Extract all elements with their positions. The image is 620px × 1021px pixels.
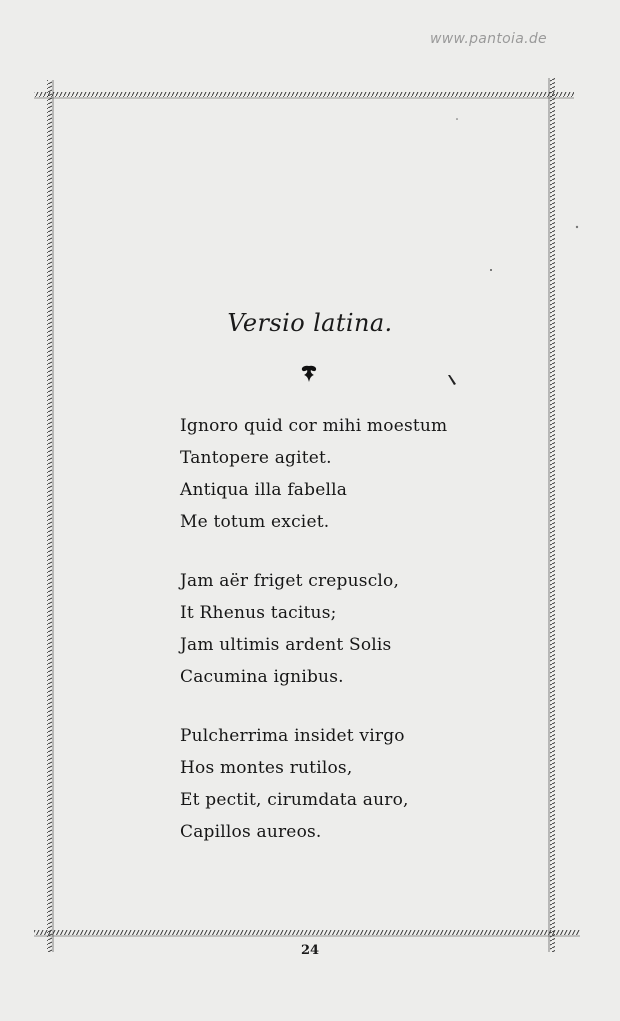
- border-left: [47, 80, 52, 952]
- poem-line: It Rhenus tacitus;: [180, 603, 337, 623]
- page-number: 24: [300, 943, 320, 958]
- poem-line: Tantopere agitet.: [180, 448, 332, 468]
- poem-line: Jam ultimis ardent Solis: [180, 635, 392, 655]
- poem-line: Me totum exciet.: [180, 512, 330, 532]
- poem-line: Antiqua illa fabella: [180, 480, 348, 500]
- poem-line: Jam aër friget crepusclo,: [180, 571, 400, 591]
- poem-line: Hos montes rutilos,: [180, 758, 353, 778]
- stanza: [180, 410, 500, 538]
- poem-line: Pulcherrima insidet virgo: [180, 726, 405, 746]
- fleuron-icon: [298, 364, 320, 384]
- poem-line: Ignoro quid cor mihi moestum: [180, 416, 448, 436]
- border-top: [34, 92, 574, 97]
- poem-body: [180, 410, 500, 875]
- stanza: [180, 720, 500, 848]
- border-bottom: [34, 930, 580, 935]
- poem-line: Capillos aureos.: [180, 822, 322, 842]
- poem-line: Cacumina ignibus.: [180, 667, 344, 687]
- poem-title: Versio latina.: [227, 309, 393, 337]
- border-right: [550, 78, 555, 952]
- ink-speck: [446, 374, 458, 386]
- stanza: [180, 565, 500, 693]
- poem-line: Et pectit, cirumdata auro,: [180, 790, 409, 810]
- watermark: www.pantoia.de: [430, 31, 547, 47]
